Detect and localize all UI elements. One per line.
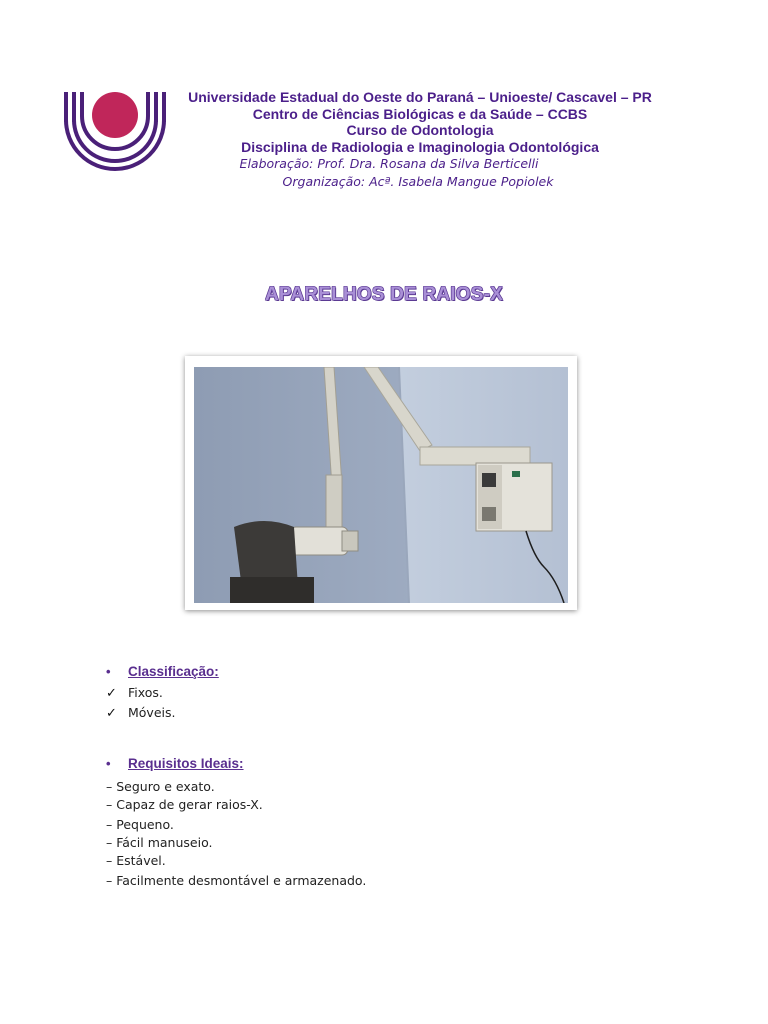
list-item: – Facilmente desmontável e armazenado. [106,873,367,888]
xray-unit-photo [194,367,568,603]
classification-heading-label: Classificação: [128,664,219,679]
list-item: – Fácil manuseio. [106,835,213,850]
list-item: – Seguro e exato. [106,779,215,794]
list-item [106,705,175,721]
header-discipline: Disciplina de Radiologia e Imaginologia Odontológica [241,139,599,155]
header-organization: Organização: Acª. Isabela Mangue Popiolek [282,174,554,189]
list-item: – Pequeno. [106,817,174,832]
header-course: Curso de Odontologia [346,122,494,138]
list-item: – Capaz de gerar raios-X. [106,797,263,812]
requirements-heading-label: Requisitos Ideais: [128,756,244,771]
list-item-label: Móveis. [128,705,176,720]
classification-heading [106,664,219,679]
list-item-label: Fixos. [128,685,163,700]
check-icon: ✓ [106,706,117,721]
header-university: Universidade Estadual do Oeste do Paraná – Unioeste/ Cascavel – PR [188,89,652,105]
xray-photo-frame [185,356,577,610]
page-title: APARELHOS DE RAIOS-X [264,284,503,305]
bullet-icon: • [106,664,111,679]
bullet-icon: • [106,756,111,771]
list-item [106,685,163,701]
list-item: – Estável. [106,853,166,868]
check-icon: ✓ [106,686,117,701]
requirements-heading [106,756,244,771]
header-elaboration: Elaboração: Prof. Dra. Rosana da Silva Berticelli [239,156,539,171]
header-center: Centro de Ciências Biológicas e da Saúde – CCBS [252,106,588,122]
